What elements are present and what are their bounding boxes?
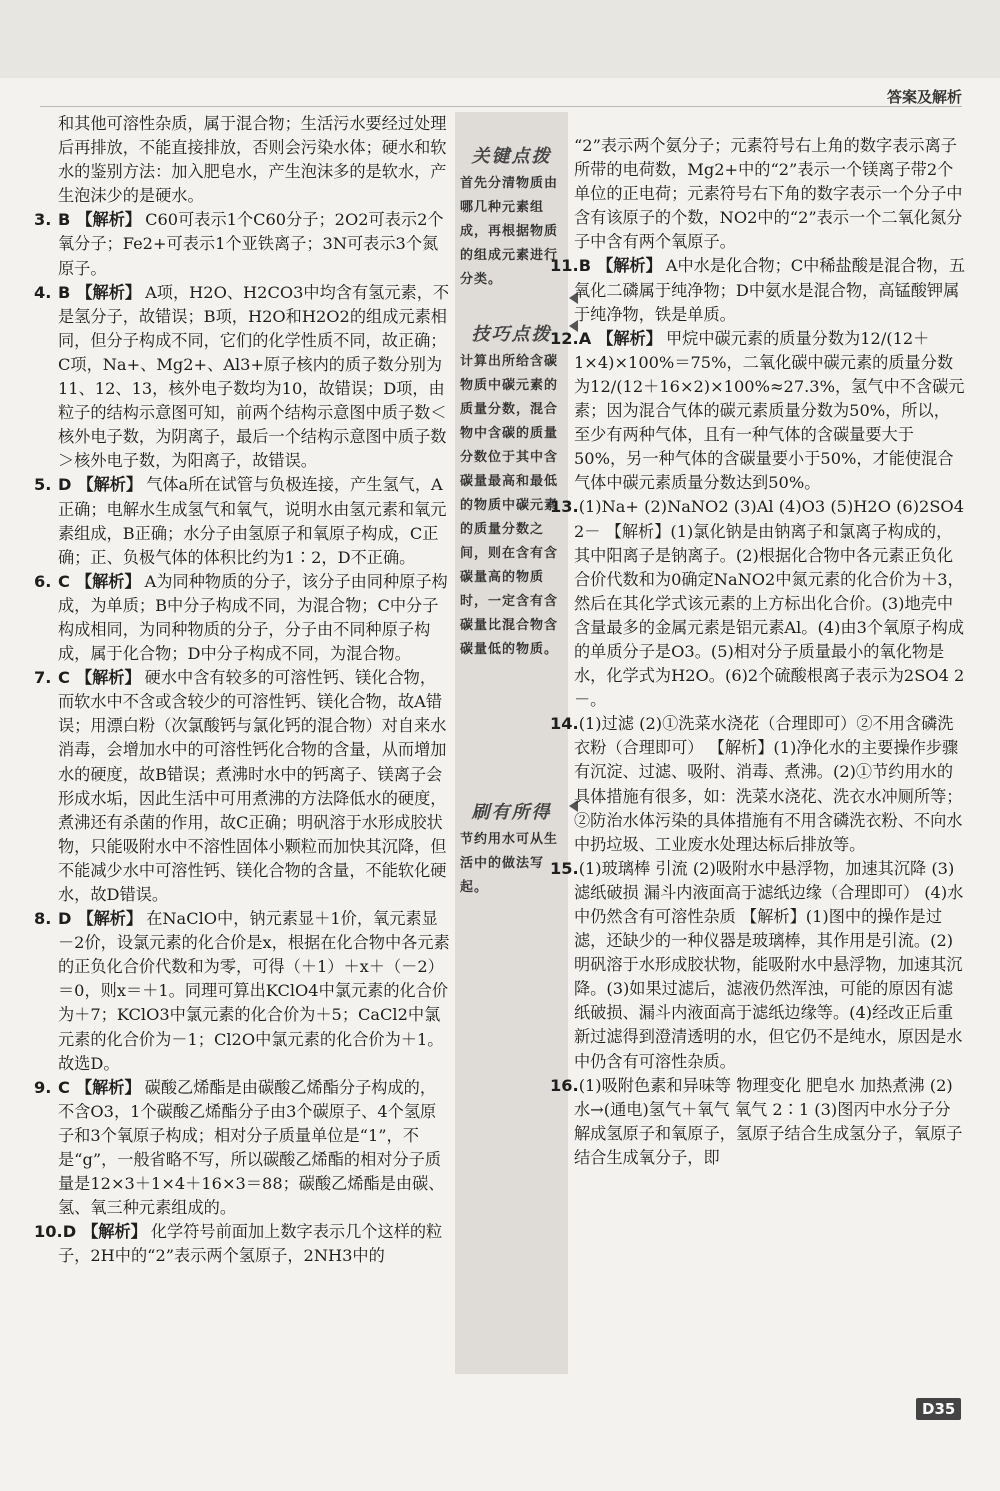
item-number: 4. [34,282,52,302]
tip-title: 关键点拨 [471,146,552,167]
side-tips-bar [455,112,568,1374]
item-number: 9. [34,1077,52,1097]
analysis-tag: 【解析】 [76,210,142,230]
answer-item [34,1220,450,1268]
answer-item [550,1074,966,1170]
answer-item [550,857,966,1074]
item-number: 15. [550,858,579,878]
tip-body: 计算出所给含碳物质中碳元素的质量分数，混合物中含碳的质量分数位于其中含碳量最高和最低的物质中碳元素的质量分数之间，则在含有含碳量高的物质时，一定含有含碳量比混合物含碳量低的物质。 [460,354,559,657]
page-number: D35 [916,1398,961,1420]
answer-item [550,712,966,857]
item-number: 5. [34,475,52,495]
answer-choice: A [578,328,592,348]
analysis-tag: 【解析】 [77,475,143,495]
item-number: 7. [34,668,52,688]
answer-choice: D [58,475,72,495]
analysis-tag: 【解析】 [597,256,662,276]
answer-text: 气体a所在试管与负极连接，产生氢气，A正确；电解水生成氢气和氧气，说明水由氢元素和氧元素组成，B正确；水分子由氢原子和氧原子构成，C正确；正、负极气体的体积比约为1∶2，D不正确。 [58,475,447,567]
answer-text: C60可表示1个C60分子；2O2可表示2个氧分子；Fe2+可表示1个亚铁离子；3N可表示3个氮原子。 [58,210,444,278]
tip-body: 首先分清物质由哪几种元素组成，再根据物质的组成元素进行分类。 [460,176,559,287]
answer-choice: D [62,1222,77,1242]
top-scan-band [0,0,1000,78]
answer-choice: B [578,256,592,276]
answer-text: (1)吸附色素和异味等 物理变化 肥皂水 加热煮沸 (2)水→(通电)氢气＋氧气 氧气 2∶1 (3)图丙中水分子分解成氢原子和氧原子，氢原子结合生成氢分子，氧原子结合生成氧分子，即 [574,1075,963,1167]
answer-text: “2”表示两个氨分子；元素符号右上角的数字表示离子所带的电荷数，Mg2+中的“2”表示一个镁离子带2个单位的正电荷；元素符号右下角的数字表示一个分子中含有该原子的个数，NO2中的“2”表示一个二氧化氮分子中含有两个氧原子。 [574,136,963,252]
item-number: 14. [550,714,579,734]
answer-text: (1)过滤 (2)①洗菜水浇花（合理即可）②不用含磷洗衣粉（合理即可） 【解析】(1)净化水的主要操作步骤有沉淀、过滤、吸附、消毒、煮沸。(2)①节约用水的具体措施有很多，如：洗菜水浇花、洗衣水冲厕所等；②防治水体污染的具体措施有不用含磷洗衣粉、不向水中扔垃圾、工业废水处理达标后排放等。 [574,714,963,854]
analysis-tag: 【解析】 [75,1077,141,1097]
answer-item [550,327,966,496]
item-number: 12. [550,328,579,348]
answer-item [34,473,450,569]
item-number: 3. [34,210,52,230]
answer-text: 碳酸乙烯酯是由碳酸乙烯酯分子构成的，不含O3，1个碳酸乙烯酯分子由3个碳原子、4个氢原子和3个氧原子构成；相对分子质量单位是“1”，不是“g”，一般省略不写，所以碳酸乙烯酯的相对分子质量是12×3＋1×4＋16×3＝88；碳酸乙烯酯是由碳、氢、氧三种元素组成的。 [58,1077,445,1218]
item-number: 10. [34,1222,63,1242]
answer-text: 和其他可溶性杂质，属于混合物；生活污水要经过处理后再排放，不能直接排放，否则会污染水体；硬水和软水的鉴别方法：加入肥皂水，产生泡沫多的是软水，产生泡沫少的是硬水。 [58,114,447,206]
answer-text: A中水是化合物；C中稀盐酸是混合物，五氧化二磷属于纯净物；D中氨水是混合物，高锰酸钾属于纯净物，铁是单质。 [574,256,966,324]
answer-choice: C [58,571,70,591]
tip-body: 节约用水可从生活中的做法写起。 [460,832,559,895]
answer-text: 在NaClO中，钠元素显＋1价，氧元素显－2价，设氯元素的化合价是x，根据在化合物中各元素的正负化合价代数和为零，可得（＋1）＋x＋（－2）＝0，则x＝＋1。同理可算出KClO4中氯元素的化合价为＋7；KClO3中氯元素的化合价为＋5；CaCl2中氯元素的化合价为－1；Cl2O中氯元素的化合价为＋1。故选D。 [58,909,450,1073]
header-rule [40,106,962,107]
item-number: 13. [550,497,579,517]
answer-item [550,254,966,326]
answer-item [550,495,966,712]
answer-text: (1)Na+ (2)NaNO2 (3)Al (4)O3 (5)H2O (6)2SO4 2－ 【解析】(1)氯化钠是由钠离子和氯离子构成的，其中阳离子是钠离子。(2)根据化合物中各元素正负化合价代数和为0确定NaNO2中氮元素的化合价为＋3，然后在其化学式该元素的上方标出化合价。(3)地壳中含量最多的金属元素是铝元素Al。(4)由3个氧原子构成的单质分子是O3。(5)相对分子质量最小的氧化物是水，化学式为H2O。(6)2个硫酸根离子表示为2SO4 2－。 [574,497,965,710]
tip-box-takeaway [455,798,568,900]
tip-title: 技巧点拨 [471,324,552,345]
answer-choice: B [58,210,71,230]
item-number: 8. [34,909,52,929]
right-column [550,134,966,1170]
answer-text: A项，H2O、H2CO3中均含有氢元素，不是氢分子，故错误；B项，H2O和H2O2的组成元素相同，但分子构成不同，它们的化学性质不同，故正确；C项，Na+、Mg2+、Al3+原子核内的质子数分别为11、12、13，核外电子数均为10，故错误；D项，由粒子的结构示意图可知，前两个结构示意图中质子数＜核外电子数，为阴离子，最后一个结构示意图中质子数＞核外电子数，为阳离子，故错误。 [58,282,450,471]
item-number: 6. [34,571,52,591]
answer-text: 硬水中含有较多的可溶性钙、镁化合物，而软水中不含或含较少的可溶性钙、镁化合物，故A错误；用漂白粉（次氯酸钙与氯化钙的混合物）对自来水消毒，会增加水中的可溶性钙化合物的含量，从而增加水的硬度，故B错误；煮沸时水中的钙离子、镁离子会形成水垢，因此生活中可用煮沸的方法降低水的硬度，煮沸还有杀菌的作用，故C正确；明矾溶于水形成胶状物，只能吸附水中不溶性固体小颗粒而加快其沉降，但不能减少水中可溶性钙、镁化合物的含量，不能软化硬水，故D错误。 [58,668,447,904]
answer-item [34,570,450,666]
answer-item [34,1076,450,1221]
answer-choice: C [58,668,70,688]
left-column [34,112,450,1269]
answer-text: A为同种物质的分子，该分子由同种原子构成，为单质；B中分子构成不同，为混合物；C中分子构成相同，为同种物质的分子，分子由不同种原子构成，属于化合物；D中分子构成不同，为混合物。 [58,571,448,664]
tip-title: 刷有所得 [471,802,552,823]
item-number: 11. [550,256,579,276]
answer-item [34,907,450,1076]
answer-item [58,112,450,208]
item-number: 16. [550,1075,579,1095]
analysis-tag: 【解析】 [75,668,141,688]
analysis-tag: 【解析】 [77,909,143,929]
answer-choice: C [58,1077,70,1097]
analysis-tag: 【解析】 [82,1222,147,1242]
answer-text: 化学符号前面加上数字表示几个这样的粒子，2H中的“2”表示两个氢原子，2NH3中的 [58,1222,443,1266]
analysis-tag: 【解析】 [75,571,141,591]
answer-choice: D [58,909,72,929]
answer-item [34,208,450,280]
answer-item [34,281,450,474]
header-label: 答案及解析 [886,88,962,106]
tip-box-skill [455,320,568,662]
analysis-tag: 【解析】 [597,328,662,348]
answer-text: 甲烷中碳元素的质量分数为12/(12＋1×4)×100%＝75%，二氧化碳中碳元素的质量分数为12/(12＋16×2)×100%≈27.3%，氢气中不含碳元素；因为混合气体的碳元素质量分数为50%，所以，至少有两种气体，且有一种气体的含碳量要大于50%，另一种气体的含碳量要小于50%，才能使混合气体中碳元素质量分数达到50%。 [574,328,965,493]
answer-text: (1)玻璃棒 引流 (2)吸附水中悬浮物，加速其沉降 (3)滤纸破损 漏斗内液面高于滤纸边缘（合理即可） (4)水中仍然含有可溶性杂质 【解析】(1)图中的操作是过滤，还缺少的一种仪器是玻璃棒，其作用是引流。(2)明矾溶于水形成胶状物，能吸附水中悬浮物，加速其沉降。(3)如果过滤后，滤液仍然浑浊，可能的原因有滤纸破损、漏斗内液面高于滤纸边缘等。(4)经改正后重新过滤得到澄清透明的水，但它仍不是纯水，原因是水中仍含有可溶性杂质。 [574,858,964,1071]
answer-choice: B [58,282,71,302]
answer-item [574,134,966,254]
analysis-tag: 【解析】 [76,282,142,302]
answer-item [34,666,450,907]
